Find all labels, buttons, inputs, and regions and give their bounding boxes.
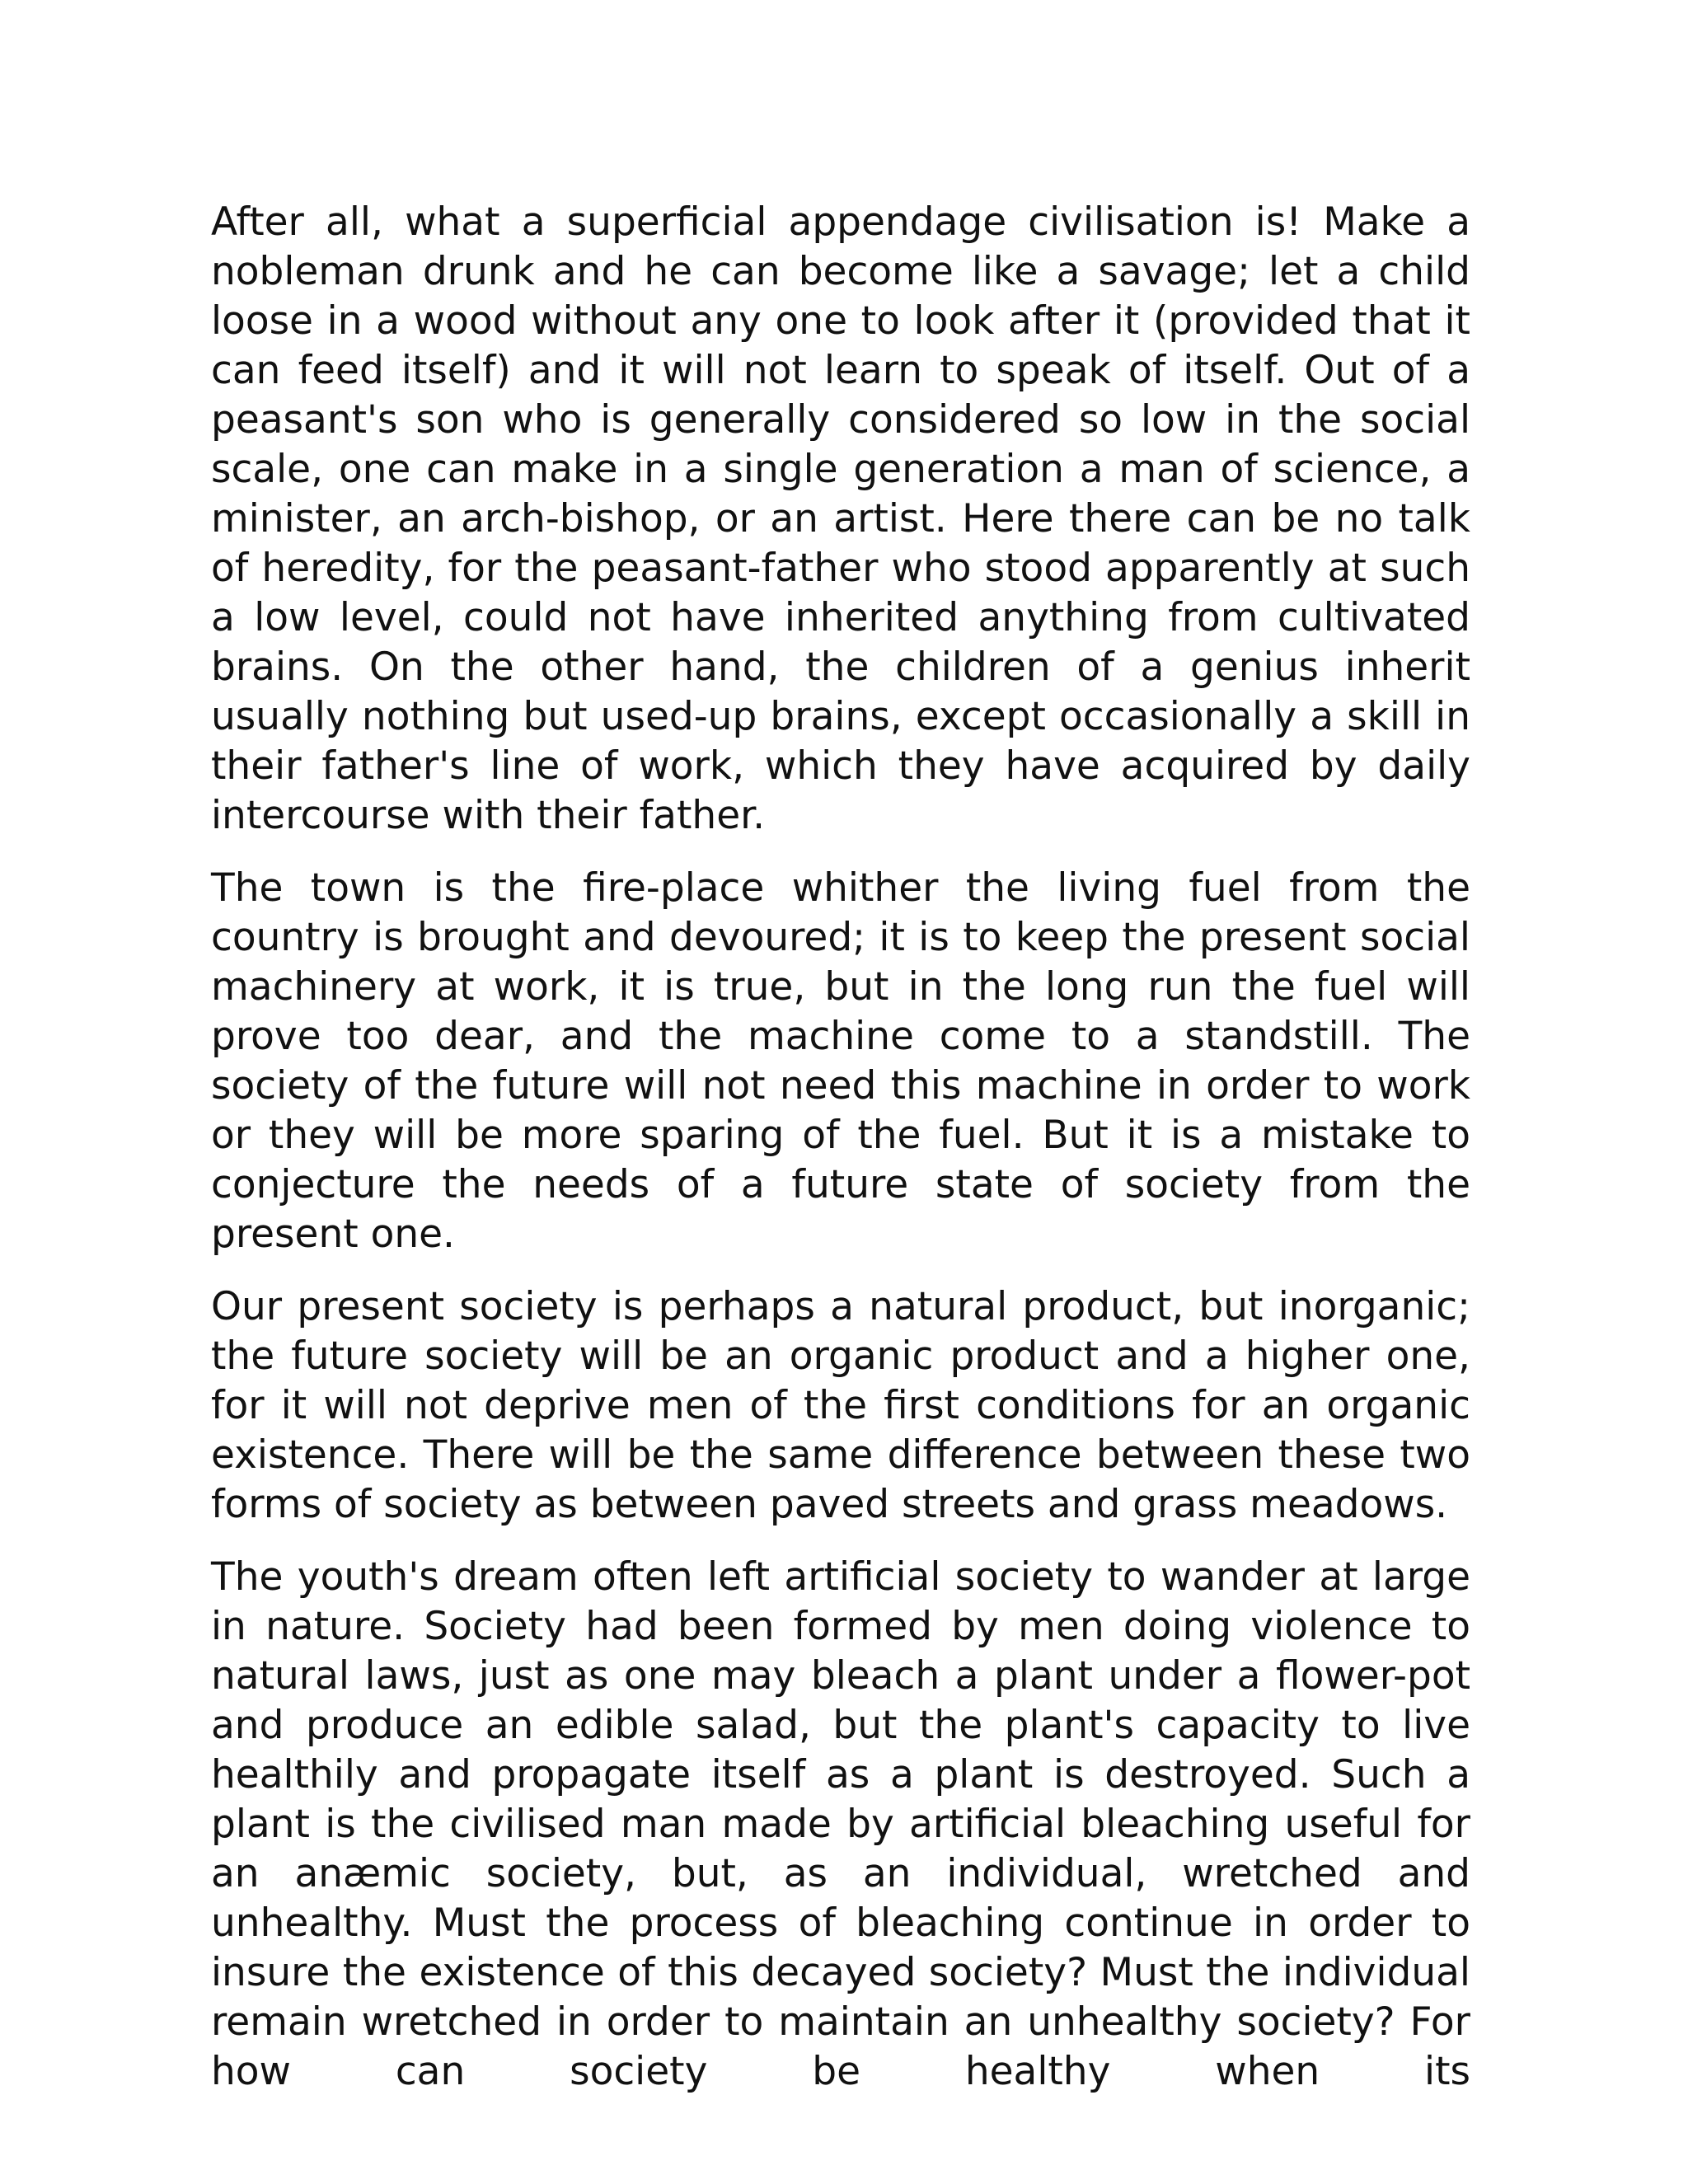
paragraph-4: The youth's dream often left artificial society to wander at large in nature. Society had been formed by men doing violence to natural laws, just as one may bleach a plant under a flower-pot and produce an edible salad, but the plant's capacity to live healthily and propagate itself as a plant is destroyed. Such a plant is the civilised man made by artificial bleaching useful for an anæmic society, but, as an individual, wretched and unhealthy. Must the process of bleaching continue in order to insure the existence of this decayed society? Must the individual remain wretched in order to maintain an unhealthy society? For how can society be healthy when its xyxy=(211,1554,1470,2094)
paragraph-1: After all, what a superficial appendage civilisation is! Make a nobleman drunk and he can become like a savage; let a child loose in a wood without any one to look after it (provided that it can feed itself) and it will not learn to speak of itself. Out of a peasant's son who is generally considered so low in the social scale, one can make in a single generation a man of science, a minister, an arch-bishop, or an artist. Here there can be no talk of heredity, for the peasant-father who stood apparently at such a low level, could not have inherited anything from cultivated brains. On the other hand, the children of a genius inherit usually nothing but used-up brains, except occasionally a skill in their father's line of work, which they have acquired by daily intercourse with their father. xyxy=(211,199,1470,838)
body-text xyxy=(211,198,1470,2120)
paragraph-3: Our present society is perhaps a natural product, but inorganic; the future society will be an organic product and a higher one, for it will not deprive men of the first conditions for an organic existence. There will be the same difference between these two forms of society as between paved streets and grass meadows. xyxy=(211,1284,1470,1527)
paragraph-2: The town is the fire-place whither the living fuel from the country is brought and devoured; it is to keep the present social machinery at work, it is true, but in the long run the fuel will prove too dear, and the machine come to a standstill. The society of the future will not need this machine in order to work or they will be more sparing of the fuel. But it is a mistake to conjecture the needs of a future state of society from the present one. xyxy=(211,865,1470,1257)
